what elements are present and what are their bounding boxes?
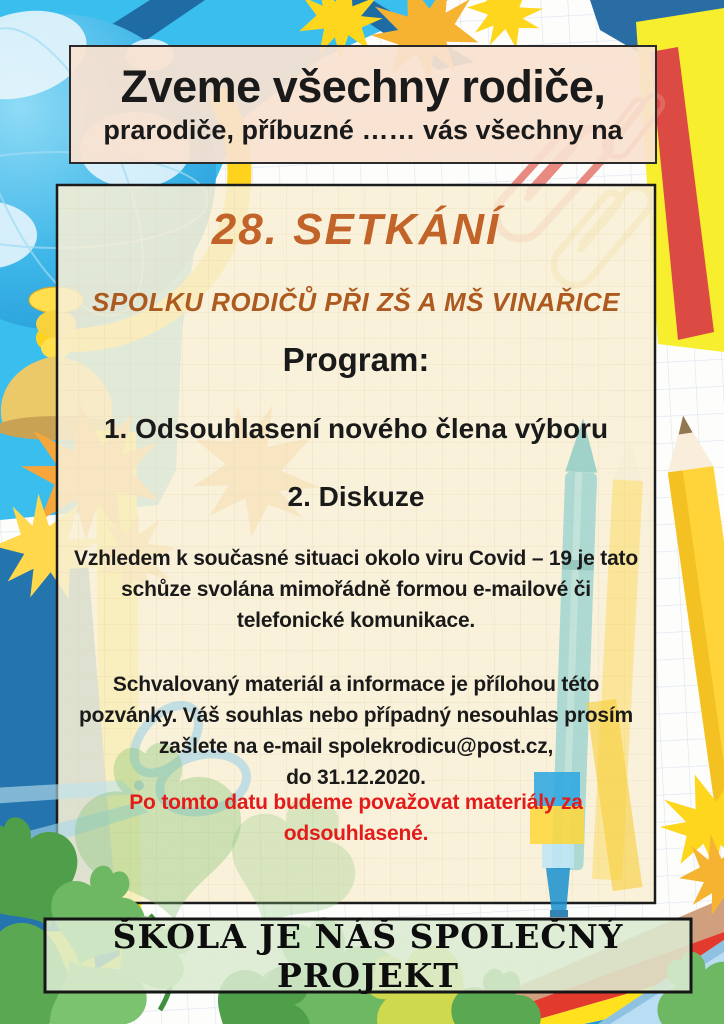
covid-note bbox=[57, 543, 655, 636]
program-item: 1. Odsouhlasení nového člena výboru bbox=[103, 413, 609, 444]
footer-slogan: ŠKOLA JE NÁŠ SPOLEČNÝ PROJEKT bbox=[112, 916, 624, 995]
organization-subtitle: SPOLKU RODIČŮ PŘI ZŠ A MŠ VINAŘICE bbox=[92, 287, 620, 317]
approval-note-line: pozvánky. Váš souhlas nebo případný nesouhlas prosím bbox=[78, 704, 634, 727]
covid-note-line: telefonické komunikace. bbox=[236, 609, 476, 632]
deadline-date: do 31.12.2020. bbox=[286, 766, 426, 789]
main-panel bbox=[57, 185, 655, 903]
approval-note-line: zašlete na e-mail spolekrodicu@post.cz, bbox=[158, 735, 554, 758]
covid-note-line: schůze svolána mimořádně formou e-mailové či bbox=[121, 578, 591, 601]
invite-heading: Zveme všechny rodiče, bbox=[120, 60, 606, 112]
covid-note-line: Vzhledem k současné situaci okolo viru Covid – 19 je tato bbox=[74, 547, 638, 570]
meeting-title: 28. SETKÁNÍ bbox=[211, 205, 501, 254]
deadline-warning: Po tomto datu budeme považovat materiály za odsouhlasené. bbox=[129, 791, 583, 845]
footer-banner bbox=[45, 916, 691, 995]
header-banner bbox=[70, 46, 656, 163]
approval-note bbox=[57, 669, 655, 793]
program-heading: Program: bbox=[282, 341, 430, 378]
approval-note-line: Schvalovaný materiál a informace je přílohou této bbox=[112, 673, 600, 696]
invite-subheading: prarodiče, příbuzné …… vás všechny na bbox=[103, 115, 623, 146]
program-item: 2. Diskuze bbox=[287, 481, 425, 512]
